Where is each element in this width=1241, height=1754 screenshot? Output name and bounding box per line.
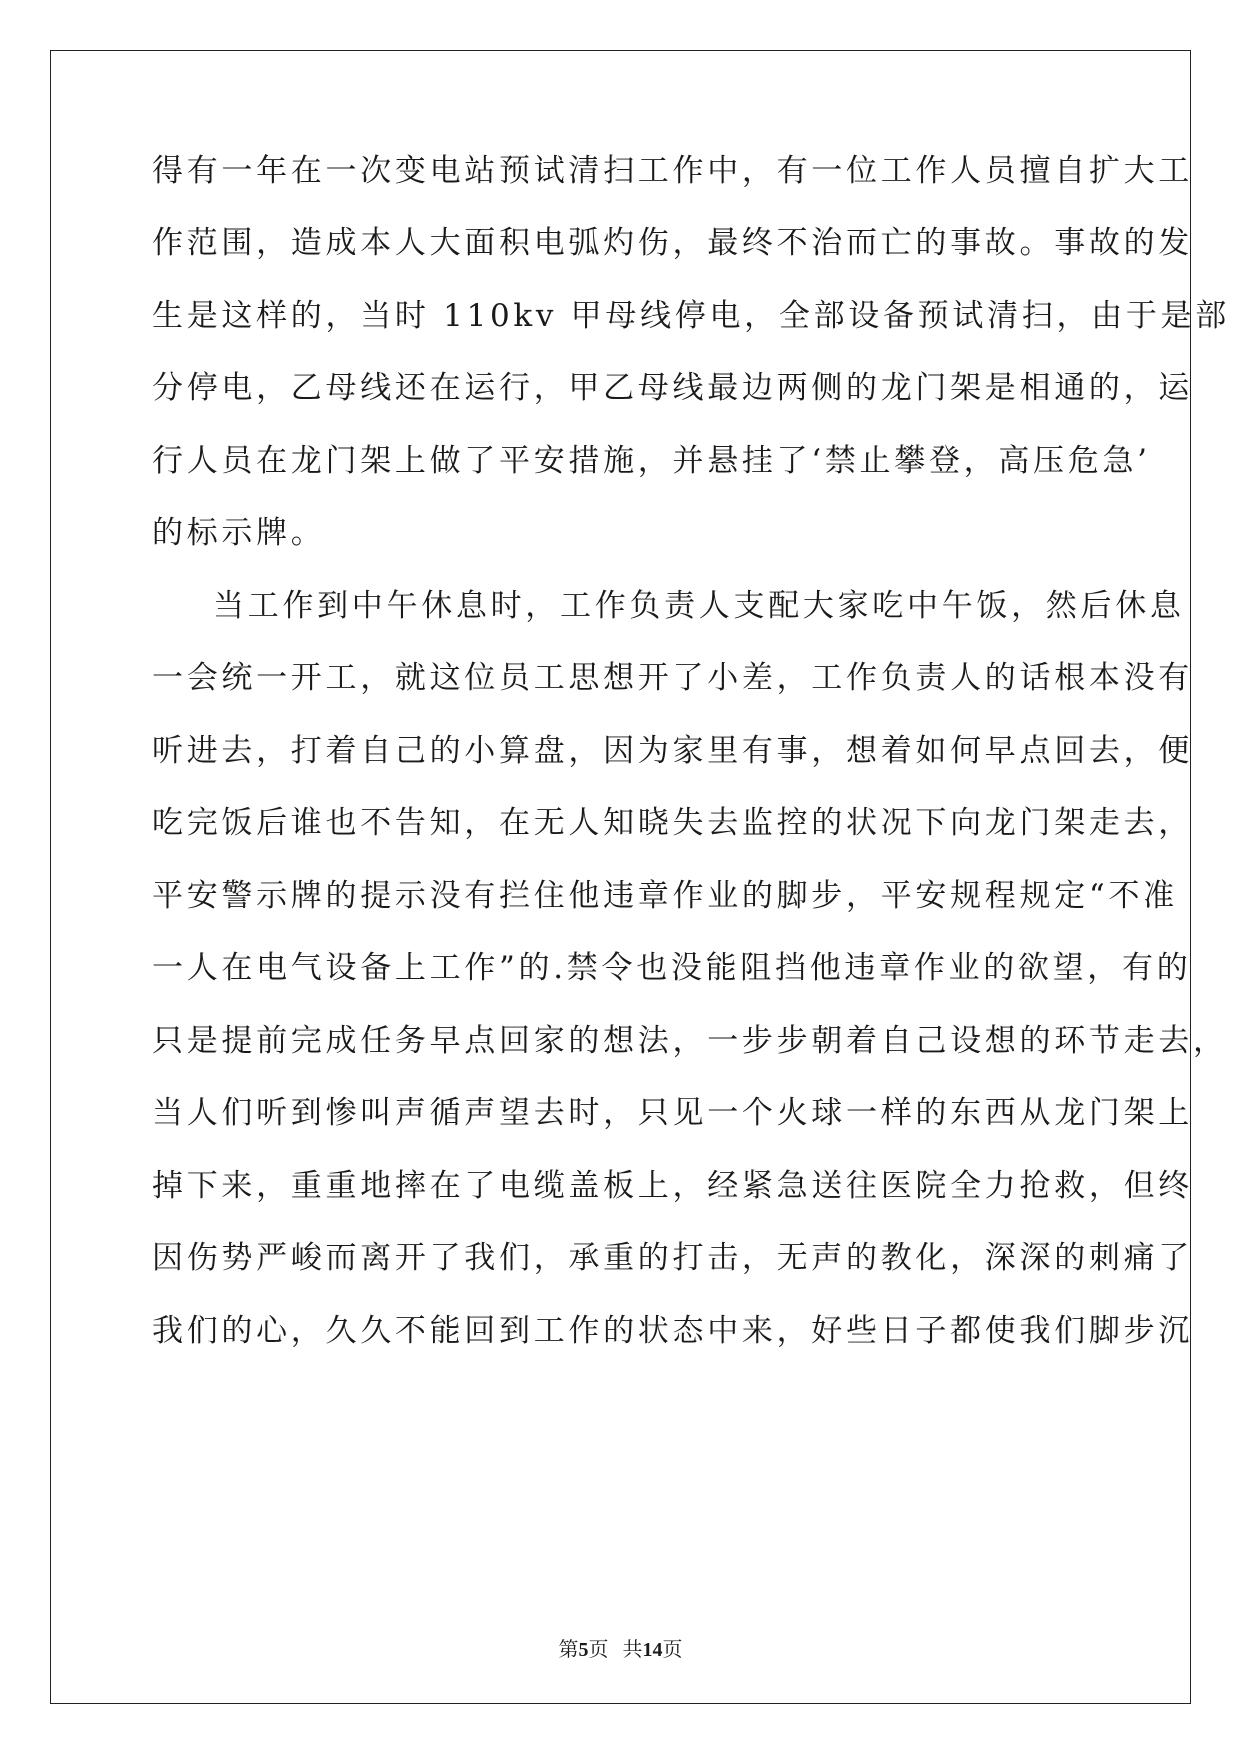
- total-prefix: 共: [622, 1637, 643, 1661]
- text-line: 生是这样的，当时 110kv 甲母线停电，全部设备预试清扫，由于是部: [152, 298, 1230, 334]
- text-line: 掉下来，重重地摔在了电缆盖板上，经紧急送往医院全力抢救，但终: [152, 1168, 1193, 1204]
- text-line: 一人在电气设备上工作”的.禁令也没能阻挡他违章作业的欲望，有的: [152, 950, 1192, 986]
- text-line: 只是提前完成任务早点回家的想法，一步步朝着自己设想的环节走去，: [152, 1023, 1228, 1059]
- text-line: 行人员在龙门架上做了平安措施，并悬挂了‘禁止攀登，高压危急’: [152, 443, 1151, 479]
- text-line: 分停电，乙母线还在运行，甲乙母线最边两侧的龙门架是相通的，运: [152, 370, 1193, 406]
- page-number: 5: [578, 1639, 589, 1661]
- text-line: 一会统一开工，就这位员工思想开了小差，工作负责人的话根本没有: [152, 660, 1193, 696]
- page-suffix: 页: [588, 1637, 609, 1661]
- page-prefix: 第: [558, 1637, 579, 1661]
- text-line: 平安警示牌的提示没有拦住他违章作业的脚步，平安规程规定“不准: [152, 878, 1178, 914]
- text-line: 听进去，打着自己的小算盘，因为家里有事，想着如何早点回去，便: [152, 733, 1193, 769]
- text-line: 作范围，造成本人大面积电弧灼伤，最终不治而亡的事故。事故的发: [152, 225, 1193, 261]
- text-line: 的标示牌。: [152, 515, 326, 551]
- total-suffix: 页: [662, 1637, 683, 1661]
- text-line: 吃完饭后谁也不告知，在无人知晓失去监控的状况下向龙门架走去，: [152, 805, 1193, 841]
- text-line: 得有一年在一次变电站预试清扫工作中，有一位工作人员擅自扩大工: [152, 153, 1193, 189]
- paragraph-first-line: 当工作到中午休息时，工作负责人支配大家吃中午饭，然后休息: [213, 588, 1185, 624]
- text-line: 因伤势严峻而离开了我们，承重的打击，无声的教化，深深的刺痛了: [152, 1240, 1193, 1276]
- text-line: 我们的心，久久不能回到工作的状态中来，好些日子都使我们脚步沉: [152, 1313, 1193, 1349]
- total-pages: 14: [642, 1639, 663, 1661]
- page-footer: [0, 1636, 1241, 1663]
- text-line: 当人们听到惨叫声循声望去时，只见一个火球一样的东西从龙门架上: [152, 1095, 1193, 1131]
